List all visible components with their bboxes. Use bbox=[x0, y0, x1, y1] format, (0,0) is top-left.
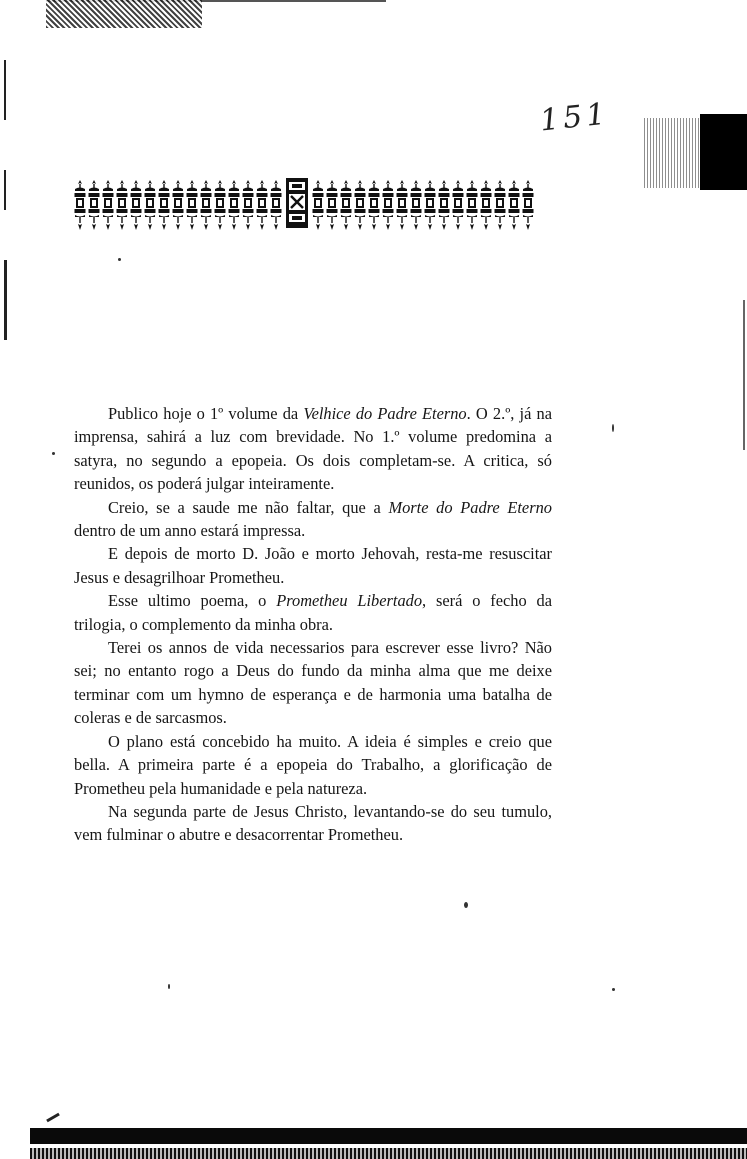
handwritten-archive-number: 151 bbox=[538, 96, 611, 139]
stray-mark bbox=[118, 258, 121, 261]
paragraph bbox=[74, 496, 552, 543]
text-segment: O plano está concebido ha muito. A ideia é simples e creio que bella. A primeira parte é a epopeia do Trabalho, a glorificação de Prometheu pela humanidade e pela natureza. bbox=[74, 731, 552, 798]
paragraph bbox=[74, 542, 552, 589]
ornament-units-left bbox=[75, 180, 282, 230]
text-segment: , será o fecho da trilogia, o complemento da minha obra. bbox=[74, 591, 552, 634]
ornament-center-piece bbox=[286, 178, 308, 228]
italic-title: Velhice do Padre Eterno bbox=[303, 404, 467, 423]
stray-mark bbox=[168, 984, 170, 989]
scan-artifact-bottom-tick bbox=[46, 1113, 60, 1123]
text-segment: dentro de um anno estará impressa. bbox=[74, 521, 306, 541]
scan-artifact-right-noise bbox=[644, 118, 704, 188]
paragraph bbox=[74, 636, 552, 730]
scan-right-edge-line bbox=[743, 300, 745, 450]
text-segment: Esse ultimo poema, o bbox=[108, 591, 277, 611]
italic-title: Prometheu Libertado bbox=[276, 591, 423, 611]
scan-artifact-right-block bbox=[700, 114, 747, 190]
scan-artifact-bottom-bar bbox=[30, 1128, 747, 1144]
paragraph bbox=[74, 589, 552, 636]
preface-text bbox=[74, 402, 552, 847]
typographic-ornament-band bbox=[74, 174, 536, 234]
text-segment: Creio, se a saude me não faltar, que a bbox=[108, 497, 389, 517]
stray-mark bbox=[464, 902, 468, 908]
scan-artifact-top-left bbox=[46, 0, 202, 28]
text-segment: . O 2.º, já na imprensa, sahirá a luz com brevidade. No 1.º volume predomina a satyra, no segundo a epopeia. Os dois completam-se. A critica, só reunidos, os poderá julgar inteiramente. bbox=[74, 404, 552, 494]
paragraph bbox=[74, 800, 552, 847]
text-segment: Publico hoje o 1º volume da bbox=[108, 404, 304, 423]
text-segment: Na segunda parte de Jesus Christo, levantando-se do seu tumulo, vem fulminar o abutre e desacorrentar Prometheu. bbox=[74, 801, 552, 845]
stray-mark bbox=[612, 424, 614, 432]
scan-artifact-bottom-texture bbox=[30, 1148, 747, 1159]
text-segment: Terei os annos de vida necessarios para escrever esse livro? Não sei; no entanto rogo a Deus do fundo da minha alma que me deixe terminar com um hymno de esperança e de harmonia uma batalha de coleras e de sarcasmos. bbox=[74, 638, 552, 728]
italic-title: Morte do Padre Eterno bbox=[388, 497, 552, 517]
paragraph bbox=[74, 402, 552, 496]
stray-mark bbox=[52, 452, 55, 455]
ornament-units-right bbox=[313, 180, 534, 230]
scan-left-margin-marks bbox=[0, 60, 10, 350]
paragraph bbox=[74, 730, 552, 800]
stray-mark bbox=[612, 988, 615, 991]
text-segment: E depois de morto D. João e morto Jehovah, resta-me resuscitar Jesus e desagrilhoar Prometheu. bbox=[74, 544, 552, 587]
